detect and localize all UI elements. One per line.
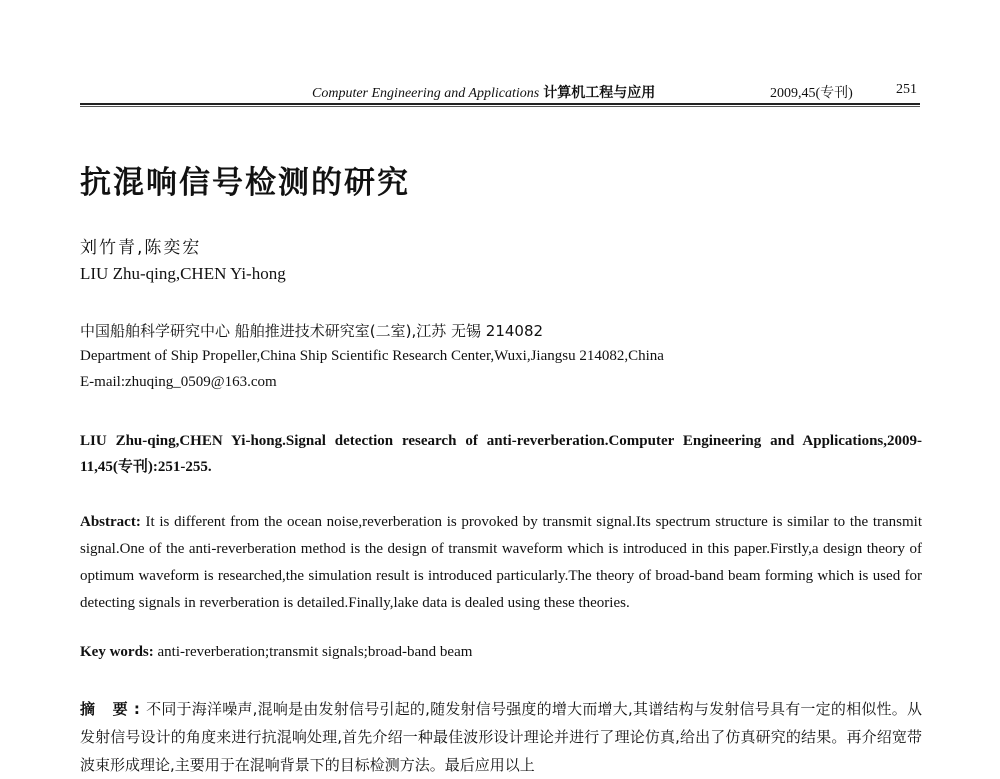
issue-number: 2009,45(专刊) [770,86,853,101]
journal-name [312,82,655,102]
authors-cn: 刘竹青,陈奕宏 [80,238,202,258]
abstract-cn-text: 不同于海洋噪声,混响是由发射信号引起的,随发射信号强度的增大而增大,其谱结构与发射信号具有一定的相似性。从发射信号设计的角度来进行抗混响处理,首先介绍一种最佳波形设计理论并进行了理论仿真,给出了仿真研究的结果。再介绍宽带波束形成理论,主要用于在混响背景下的目标检测方法。最后应用以上 [80,700,922,774]
abstract-text: It is different from the ocean noise,reverberation is provoked by transmit signal.Its spectrum structure is similar to the transmit signal.One of the anti-reverberation method is the design of transmit waveform which is introduced in this paper.Firstly,a design theory of optimum waveform is researched,the simulation result is introduced particularly.The theory of broad-band beam forming which is used for detecting signals in reverberation is detailed.Finally,lake data is dealed using these theories. [80,514,923,611]
header-rule-thick [80,103,920,105]
journal-name-cn: 计算机工程与应用 [543,85,656,101]
journal-name-en: Computer Engineering and Applications [312,86,540,101]
abstract-cn [80,695,922,779]
paper-title: 抗混响信号检测的研究 [80,165,410,201]
author-email: E-mail:zhuqing_0509@163.com [80,374,277,390]
header-rule-thin [80,106,920,107]
keywords [80,644,472,661]
running-header [80,80,920,104]
abstract-cn-label: 摘 要: [80,700,146,718]
affiliation-cn: 中国船舶科学研究中心 船舶推进技术研究室(二室),江苏 无锡 214082 [80,322,544,340]
citation: LIU Zhu-qing,CHEN Yi-hong.Signal detection research of anti-reverberation.Computer Engineering and Applications,2009-11,45(专刊):251-255. [80,433,922,475]
page-number: 251 [896,82,917,97]
keywords-text: anti-reverberation;transmit signals;broad-band beam [157,644,473,660]
abstract-label: Abstract: [80,514,141,530]
keywords-label: Key words: [80,644,154,660]
affiliation-en: Department of Ship Propeller,China Ship Scientific Research Center,Wuxi,Jiangsu 214082,China [80,348,664,364]
abstract-en [80,509,922,617]
authors-en: LIU Zhu-qing,CHEN Yi-hong [80,264,286,283]
